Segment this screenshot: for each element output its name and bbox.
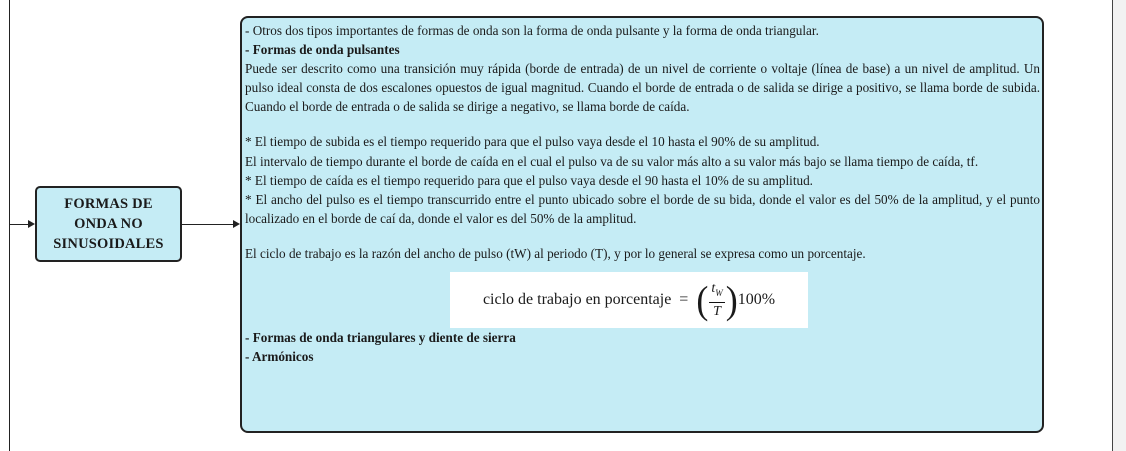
rise-time-text: * El tiempo de subida es el tiempo requerido para que el pulso vaya desde el 10 hasta el 90% de su amplitud. bbox=[245, 134, 820, 150]
arrow-right-icon bbox=[28, 220, 35, 228]
content-note[interactable] bbox=[240, 16, 1044, 433]
duty-cycle-text: El ciclo de trabajo es la razón del ancho de pulso (tW) al periodo (T), y por lo general se expresa como un porcentaje. bbox=[245, 245, 866, 261]
scrollbar-track[interactable] bbox=[1113, 0, 1126, 451]
arrow-right-icon bbox=[233, 220, 240, 228]
formula-fraction bbox=[709, 280, 724, 320]
fall-time-text: * El tiempo de caída es el tiempo requerido para que el pulso vaya desde el 90 hasta el 10% de su amplitud. bbox=[245, 172, 813, 188]
triangular-heading: - Formas de onda triangulares y diente de sierra bbox=[245, 330, 516, 346]
left-spine-line bbox=[9, 0, 10, 451]
spine-connector bbox=[10, 224, 30, 225]
formula-numerator-sub: W bbox=[715, 287, 723, 298]
pulse-heading: - Formas de onda pulsantes bbox=[245, 42, 400, 58]
node-connector bbox=[182, 224, 234, 225]
intro-text: - Otros dos tipos importantes de formas de onda son la forma de onda pulsante y la forma de onda triangular. bbox=[245, 23, 819, 38]
pulse-width-text: * El ancho del pulso es el tiempo transcurrido entre el punto ubicado sobre el borde de su bida, donde el valor es del 50% de la amplitud, y el punto localizado en el borde de caí da, donde el valor es del 50% de la amplitud. bbox=[245, 191, 1040, 226]
formula-lhs: ciclo de trabajo en porcentaje bbox=[482, 291, 672, 309]
duty-cycle-formula bbox=[450, 272, 808, 328]
formula-numerator bbox=[709, 280, 724, 303]
fall-interval-text: El intervalo de tiempo durante el borde de caída en el cual el pulso va de su valor más alto a su valor más bajo se llama tiempo de caída, tf. bbox=[245, 153, 979, 169]
topic-node-label: FORMAS DE ONDA NO SINUSOIDALES bbox=[53, 196, 164, 252]
formula-right-paren: ) bbox=[725, 278, 738, 323]
formula-suffix: 100% bbox=[737, 291, 776, 309]
formula-equals: = bbox=[679, 291, 689, 309]
formula-left-paren: ( bbox=[696, 278, 709, 323]
formula-denominator: T bbox=[713, 303, 721, 319]
pulse-description: Puede ser descrito como una transición muy rápida (borde de entrada) de un nivel de corriente o voltaje (línea de base) a un nivel de amplitud. Un pulso ideal consta de dos escalones opuestos de igual magnitud. Cuando el borde de entrada o de salida se dirige a positivo, se llama borde de subida. Cuando el borde de entrada o de salida se dirige a negativo, se llama borde de caída. bbox=[245, 61, 1040, 115]
formula-numerator-symbol: t bbox=[711, 281, 716, 297]
harmonics-heading: - Armónicos bbox=[245, 349, 314, 365]
topic-node[interactable] bbox=[35, 186, 182, 262]
